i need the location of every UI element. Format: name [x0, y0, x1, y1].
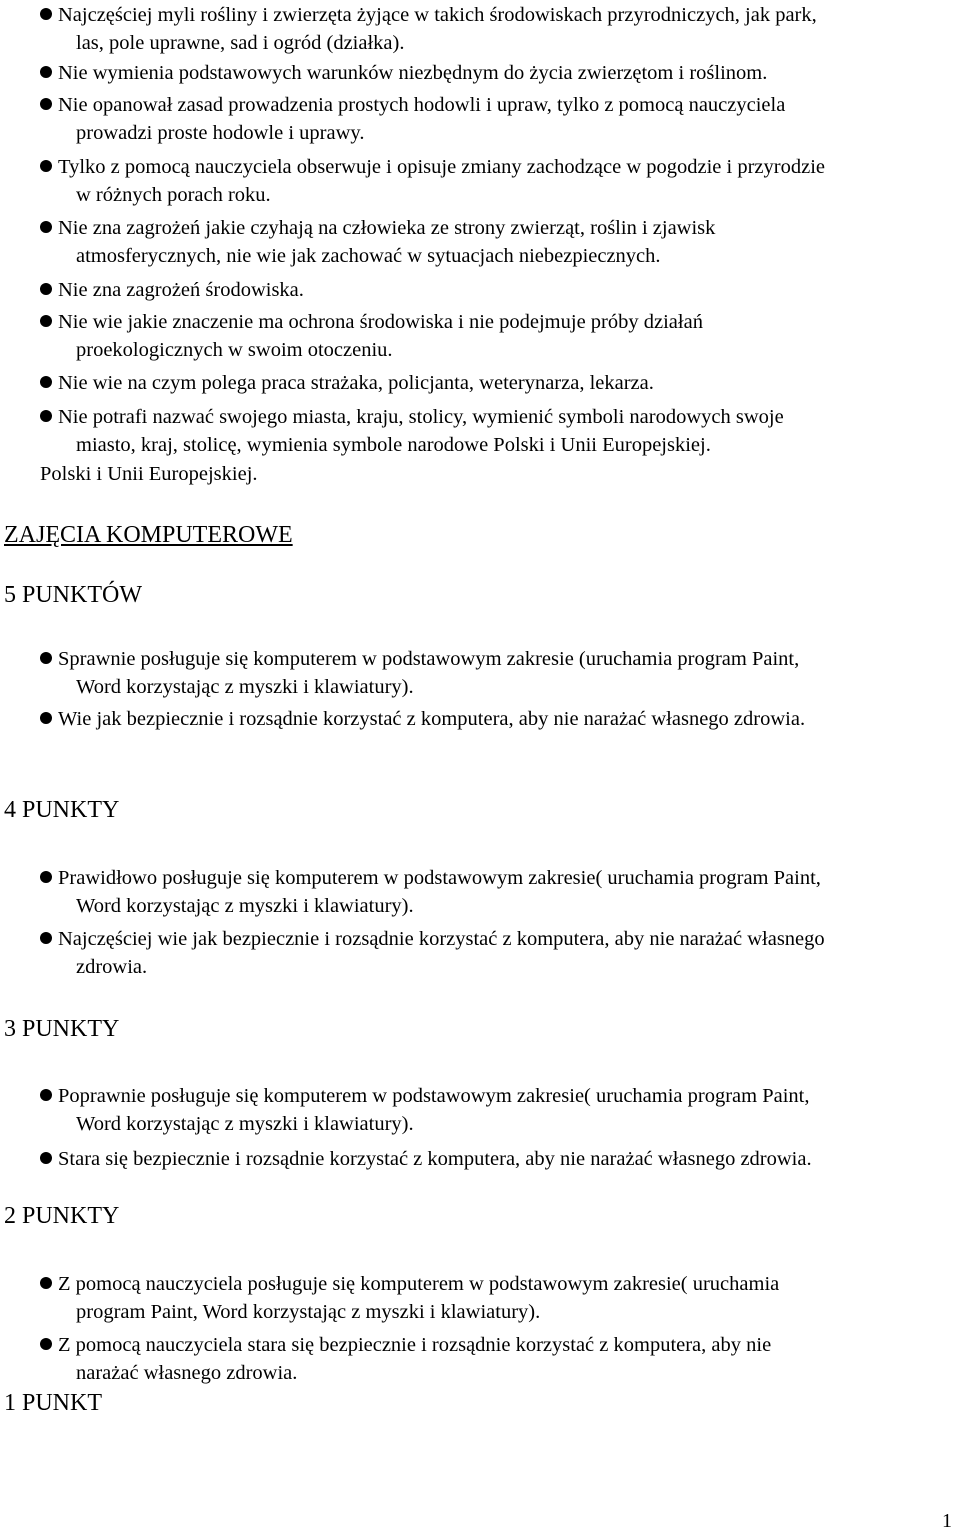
list-item-line: Poprawnie posługuje się komputerem w podstawowym zakresie( uruchamia program Paint,: [58, 1085, 810, 1107]
list-item-line: prowadzi proste hodowle i uprawy.: [76, 122, 365, 144]
bullet-icon: [40, 712, 52, 724]
list-item: [40, 308, 955, 364]
level-heading: 3 PUNKTY: [4, 1016, 120, 1042]
bullet-icon: [40, 221, 52, 233]
list-item-line: program Paint, Word korzystając z myszki i klawiatury).: [76, 1301, 541, 1323]
list-item: [40, 1082, 955, 1138]
list-item-line: proekologicznych w swoim otoczeniu.: [76, 339, 393, 361]
bullet-icon: [40, 1277, 52, 1289]
list-item-line: Najczęściej myli rośliny i zwierzęta żyjące w takich środowiskach przyrodniczych, jak park,: [58, 4, 817, 26]
list-item-line: Z pomocą nauczyciela posługuje się komputerem w podstawowym zakresie( uruchamia: [58, 1273, 780, 1295]
list-item-line: Nie zna zagrożeń jakie czyhają na człowieka ze strony zwierząt, roślin i zjawisk: [58, 217, 716, 239]
bullet-icon: [40, 871, 52, 883]
list-item: [40, 403, 955, 459]
list-item-line: w różnych porach roku.: [76, 184, 271, 206]
bullet-icon: [40, 160, 52, 172]
list-item-line: Tylko z pomocą nauczyciela obserwuje i opisuje zmiany zachodzące w pogodzie i przyrodzie: [58, 156, 825, 178]
list-item-line: Word korzystając z myszki i klawiatury).: [76, 895, 414, 917]
list-item: [40, 925, 955, 981]
list-item-line: Wie jak bezpiecznie i rozsądnie korzystać z komputera, aby nie narażać własnego zdrowia.: [58, 708, 806, 730]
list-item-line: Nie wie na czym polega praca strażaka, policjanta, weterynarza, lekarza.: [58, 372, 654, 394]
list-item-line: Sprawnie posługuje się komputerem w podstawowym zakresie (uruchamia program Paint,: [58, 648, 800, 670]
list-item: [40, 153, 955, 209]
list-item: [40, 864, 955, 920]
list-item: [40, 91, 955, 147]
bullet-icon: [40, 66, 52, 78]
list-item: [40, 59, 955, 87]
list-item-line: narażać własnego zdrowia.: [76, 1362, 298, 1384]
list-item-line: Najczęściej wie jak bezpiecznie i rozsądnie korzystać z komputera, aby nie narażać własnego: [58, 928, 825, 950]
list-item-line: las, pole uprawne, sad i ogród (działka).: [76, 32, 405, 54]
list-item-line: atmosferycznych, nie wie jak zachować w sytuacjach niebezpiecznych.: [76, 245, 661, 267]
list-item-line: Z pomocą nauczyciela stara się bezpiecznie i rozsądnie korzystać z komputera, aby nie: [58, 1334, 772, 1356]
list-item: [40, 645, 955, 701]
bullet-icon: [40, 1152, 52, 1164]
list-item-line: zdrowia.: [76, 956, 148, 978]
list-item-line: Nie opanował zasad prowadzenia prostych hodowli i upraw, tylko z pomocą nauczyciela: [58, 94, 786, 116]
list-item-line: Prawidłowo posługuje się komputerem w podstawowym zakresie( uruchamia program Paint,: [58, 867, 821, 889]
bullet-icon: [40, 376, 52, 388]
bullet-icon: [40, 652, 52, 664]
subject-title: ZAJĘCIA KOMPUTEROWE: [4, 522, 293, 548]
list-item-line: Stara się bezpiecznie i rozsądnie korzystać z komputera, aby nie narażać własnego zdrowia.: [58, 1148, 812, 1170]
bullet-icon: [40, 8, 52, 20]
bullet-icon: [40, 1089, 52, 1101]
bullet-icon: [40, 410, 52, 422]
page-number: 1: [942, 1510, 952, 1532]
list-item: [40, 1331, 955, 1387]
bullet-icon: [40, 315, 52, 327]
level-heading: 2 PUNKTY: [4, 1203, 120, 1229]
list-item: [40, 369, 955, 397]
list-item-line: Word korzystając z myszki i klawiatury).: [76, 676, 414, 698]
list-item-line: miasto, kraj, stolicę, wymienia symbole narodowe Polski i Unii Europejskiej.: [76, 434, 711, 456]
list-item-line: Word korzystając z myszki i klawiatury).: [76, 1113, 414, 1135]
bullet-icon: [40, 283, 52, 295]
bullet-icon: [40, 932, 52, 944]
list-item: [40, 214, 955, 270]
bullet-icon: [40, 98, 52, 110]
list-item-line: Nie potrafi nazwać swojego miasta, kraju, stolicy, wymienić symboli narodowych swoje: [58, 406, 784, 428]
level-heading: 4 PUNKTY: [4, 797, 120, 823]
list-item: [40, 276, 955, 304]
list-item-line: Nie wymienia podstawowych warunków niezbędnym do życia zwierzętom i roślinom.: [58, 62, 768, 84]
level-heading: 1 PUNKT: [4, 1390, 103, 1416]
trailing-text: Polski i Unii Europejskiej.: [40, 463, 258, 485]
list-item-line: Nie wie jakie znaczenie ma ochrona środowiska i nie podejmuje próby działań: [58, 311, 703, 333]
bullet-icon: [40, 1338, 52, 1350]
list-item: [40, 705, 955, 733]
list-item: [40, 1270, 955, 1326]
list-item: [40, 1145, 955, 1173]
level-heading: 5 PUNKTÓW: [4, 582, 142, 608]
list-item: [40, 1, 955, 57]
list-item-line: Nie zna zagrożeń środowiska.: [58, 279, 304, 301]
